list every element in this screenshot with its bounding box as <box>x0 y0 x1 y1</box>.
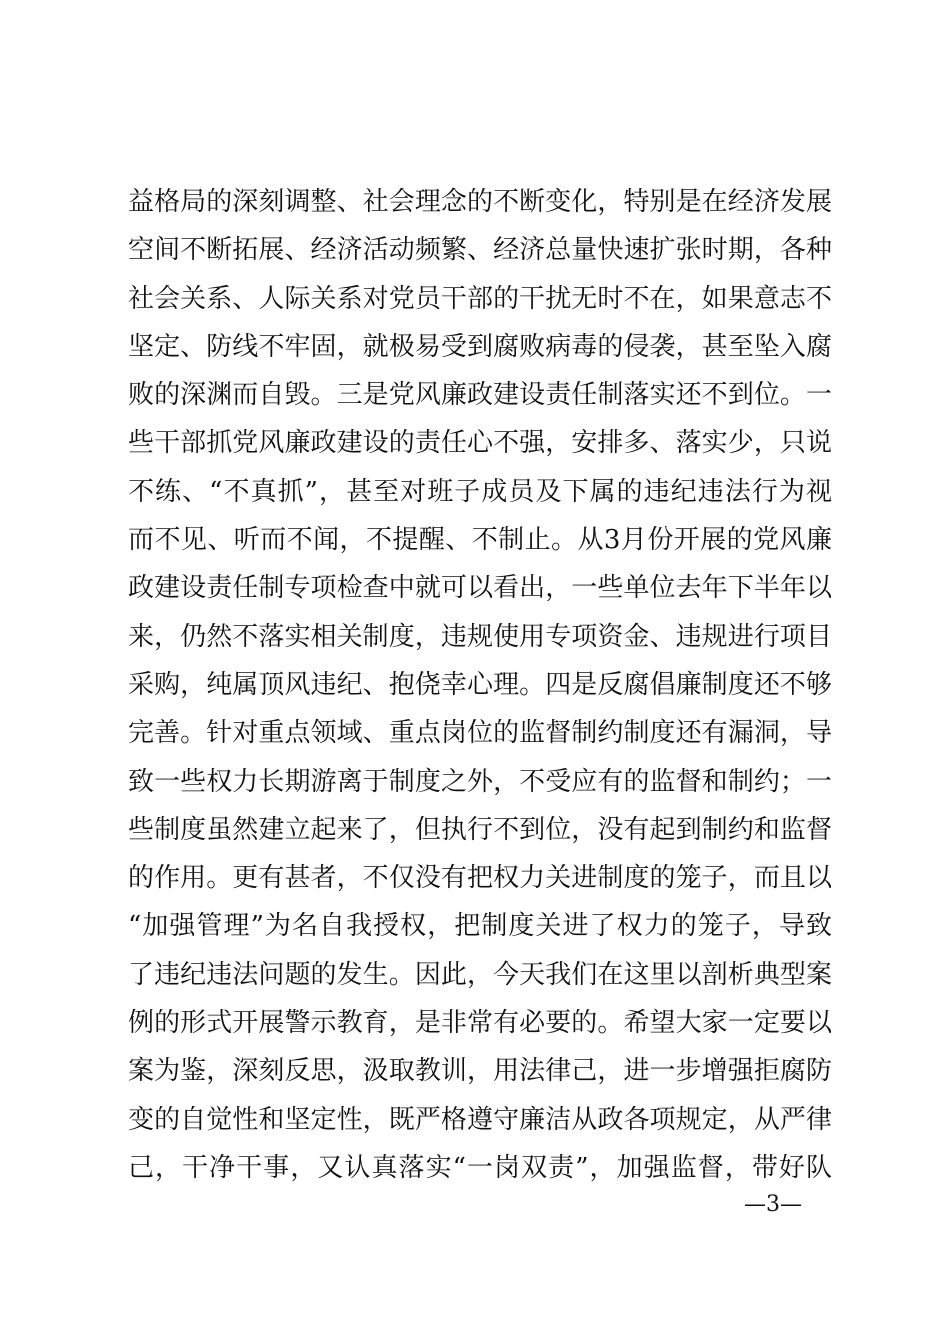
text-line: 例的形式开展警示教育，是非常有必要的。希望大家一定要以 <box>128 1008 832 1039</box>
text-line: 些干部抓党风廉政建设的责任心不强，安排多、落实少，只说 <box>128 428 832 459</box>
text-line: 不练、“不真抓”，甚至对班子成员及下属的违纪违法行为视 <box>128 476 832 507</box>
text-line: 空间不断拓展、经济活动频繁、经济总量快速扩张时期，各种 <box>128 235 832 266</box>
text-line: 而不见、听而不闻，不提醒、不制止。从3月份开展的党风廉 <box>128 525 832 556</box>
text-line: 完善。针对重点领域、重点岗位的监督制约制度还有漏洞，导 <box>128 718 832 749</box>
text-line: 变的自觉性和坚定性，既严格遵守廉洁从政各项规定，从严律 <box>128 1104 832 1135</box>
text-line: “加强管理”为名自我授权，把制度关进了权力的笼子，导致 <box>128 911 832 942</box>
text-line: 社会关系、人际关系对党员干部的干扰无时不在，如果意志不 <box>128 283 832 314</box>
text-line: 些制度虽然建立起来了，但执行不到位，没有起到制约和监督 <box>128 814 832 845</box>
text-line: 己，干净干事，又认真落实“一岗双责”，加强监督，带好队 <box>128 1152 832 1183</box>
text-line: 的作用。更有甚者，不仅没有把权力关进制度的笼子，而且以 <box>128 863 832 894</box>
text-line: 致一些权力长期游离于制度之外，不受应有的监督和制约；一 <box>128 766 832 797</box>
text-line: 政建设责任制专项检查中就可以看出，一些单位去年下半年以 <box>128 573 832 604</box>
text-line: 了违纪违法问题的发生。因此，今天我们在这里以剖析典型案 <box>128 959 832 990</box>
text-line: 来，仍然不落实相关制度，违规使用专项资金、违规进行项目 <box>128 621 832 652</box>
text-line: 坚定、防线不牢固，就极易受到腐败病毒的侵袭，甚至坠入腐 <box>128 331 832 362</box>
text-line: 益格局的深刻调整、社会理念的不断变化，特别是在经济发展 <box>128 187 832 217</box>
page-number: —3— <box>744 1192 802 1217</box>
text-line: 采购，纯属顶风违纪、抱侥幸心理。四是反腐倡廉制度还不够 <box>128 669 832 700</box>
text-line: 案为鉴，深刻反思，汲取教训，用法律己，进一步增强拒腐防 <box>128 1056 832 1087</box>
text-line: 败的深渊而自毁。三是党风廉政建设责任制落实还不到位。一 <box>128 380 832 411</box>
body-text <box>128 178 832 1192</box>
